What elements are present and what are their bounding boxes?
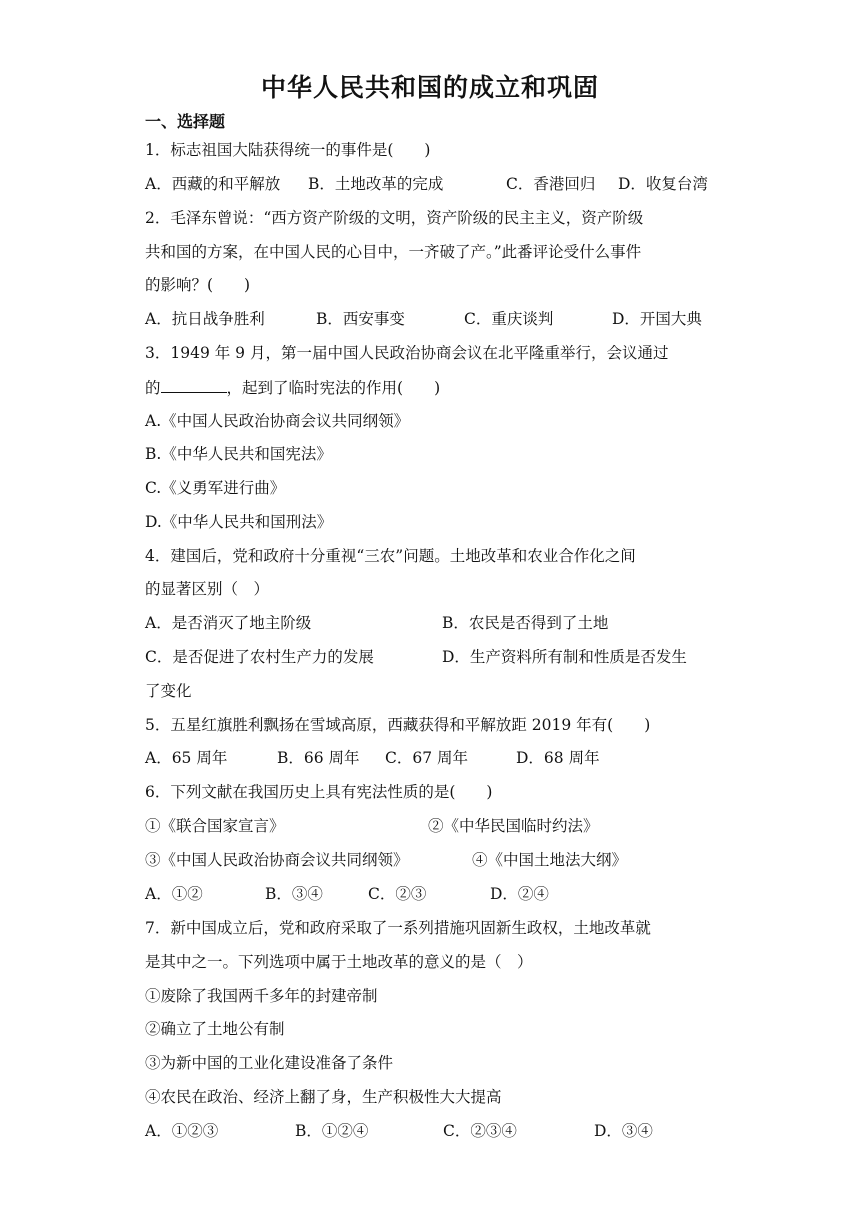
question-5-option-c: C．67 周年 bbox=[385, 749, 469, 767]
question-6-stem: 6．下列文献在我国历史上具有宪法性质的是( ) bbox=[145, 783, 493, 801]
question-5-option-a: A．65 周年 bbox=[145, 749, 228, 767]
question-4-stem-line-2: 的显著区别（ ） bbox=[145, 580, 270, 598]
question-4-option-c: C．是否促进了农村生产力的发展 bbox=[145, 648, 374, 666]
question-6-item-3: ③《中国人民政治协商会议共同纲领》 bbox=[145, 851, 409, 869]
question-4-option-b: B．农民是否得到了土地 bbox=[442, 614, 609, 632]
question-6-option-d: D．②④ bbox=[490, 885, 549, 903]
question-1-option-a: A．西藏的和平解放 bbox=[145, 175, 281, 193]
question-2-option-d: D．开国大典 bbox=[612, 310, 702, 328]
question-5-stem: 5．五星红旗胜利飘扬在雪域高原，西藏获得和平解放距 2019 年有( ) bbox=[145, 716, 651, 734]
question-1-stem: 1．标志祖国大陆获得统一的事件是( ) bbox=[145, 141, 431, 159]
question-6-option-b: B．③④ bbox=[265, 885, 323, 903]
question-7-option-d: D．③④ bbox=[594, 1122, 653, 1140]
question-2-stem-line-3: 的影响？( ) bbox=[145, 276, 251, 294]
question-3-option-c: C.《义勇军进行曲》 bbox=[145, 479, 286, 497]
fill-in-blank bbox=[161, 375, 227, 393]
page-title: 中华人民共和国的成立和巩固 bbox=[260, 73, 599, 102]
question-4-option-d: D．生产资料所有制和性质是否发生 bbox=[442, 648, 687, 666]
question-4-option-d-continued: 了变化 bbox=[145, 682, 192, 700]
question-7-option-c: C．②③④ bbox=[443, 1122, 517, 1140]
question-6-option-c: C．②③ bbox=[368, 885, 427, 903]
question-1-option-d: D．收复台湾 bbox=[618, 175, 708, 193]
question-7-option-a: A．①②③ bbox=[145, 1122, 219, 1140]
question-5-option-b: B．66 周年 bbox=[277, 749, 360, 767]
question-3-stem-pre: 的 bbox=[145, 379, 161, 397]
question-2-option-c: C．重庆谈判 bbox=[464, 310, 554, 328]
question-7-item-2: ②确立了土地公有制 bbox=[145, 1020, 285, 1038]
question-2-stem-line-1: 2．毛泽东曾说：“西方资产阶级的文明，资产阶级的民主主义，资产阶级 bbox=[145, 209, 644, 227]
question-1-option-c: C．香港回归 bbox=[506, 175, 596, 193]
question-5-option-d: D．68 周年 bbox=[516, 749, 600, 767]
question-3-option-d: D.《中华人民共和国刑法》 bbox=[145, 513, 333, 531]
question-3-stem-post: ，起到了临时宪法的作用( ) bbox=[226, 379, 441, 397]
question-6-option-a: A．①② bbox=[145, 885, 203, 903]
question-4-option-a: A．是否消灭了地主阶级 bbox=[145, 614, 312, 632]
question-7-item-1: ①废除了我国两千多年的封建帝制 bbox=[145, 987, 378, 1005]
question-2-option-b: B．西安事变 bbox=[316, 310, 405, 328]
question-6-item-1: ①《联合国家宣言》 bbox=[145, 817, 285, 835]
question-6-item-2: ②《中华民国临时约法》 bbox=[428, 817, 599, 835]
question-3-stem-line-1: 3．1949 年 9 月，第一届中国人民政治协商会议在北平隆重举行，会议通过 bbox=[145, 344, 669, 362]
question-1-option-b: B．土地改革的完成 bbox=[308, 175, 444, 193]
question-7-stem-line-2: 是其中之一。下列选项中属于土地改革的意义的是（ ） bbox=[145, 953, 533, 971]
question-2-option-a: A．抗日战争胜利 bbox=[145, 310, 265, 328]
question-3-stem-line-2 bbox=[145, 375, 440, 400]
question-7-stem-line-1: 7．新中国成立后，党和政府采取了一系列措施巩固新生政权，土地改革就 bbox=[145, 919, 651, 937]
question-7-item-3: ③为新中国的工业化建设准备了条件 bbox=[145, 1054, 394, 1072]
question-3-option-a: A.《中国人民政治协商会议共同纲领》 bbox=[145, 412, 410, 430]
question-3-option-b: B.《中华人民共和国宪法》 bbox=[145, 445, 332, 463]
question-4-stem-line-1: 4．建国后，党和政府十分重视“三农”问题。土地改革和农业合作化之间 bbox=[145, 547, 636, 565]
question-7-option-b: B．①②④ bbox=[295, 1122, 369, 1140]
section-heading: 一、选择题 bbox=[145, 112, 226, 131]
question-2-stem-line-2: 共和国的方案，在中国人民的心目中，一齐破了产。”此番评论受什么事件 bbox=[145, 243, 642, 261]
question-6-item-4: ④《中国土地法大纲》 bbox=[472, 851, 628, 869]
question-7-item-4: ④农民在政治、经济上翻了身，生产积极性大大提高 bbox=[145, 1088, 502, 1106]
